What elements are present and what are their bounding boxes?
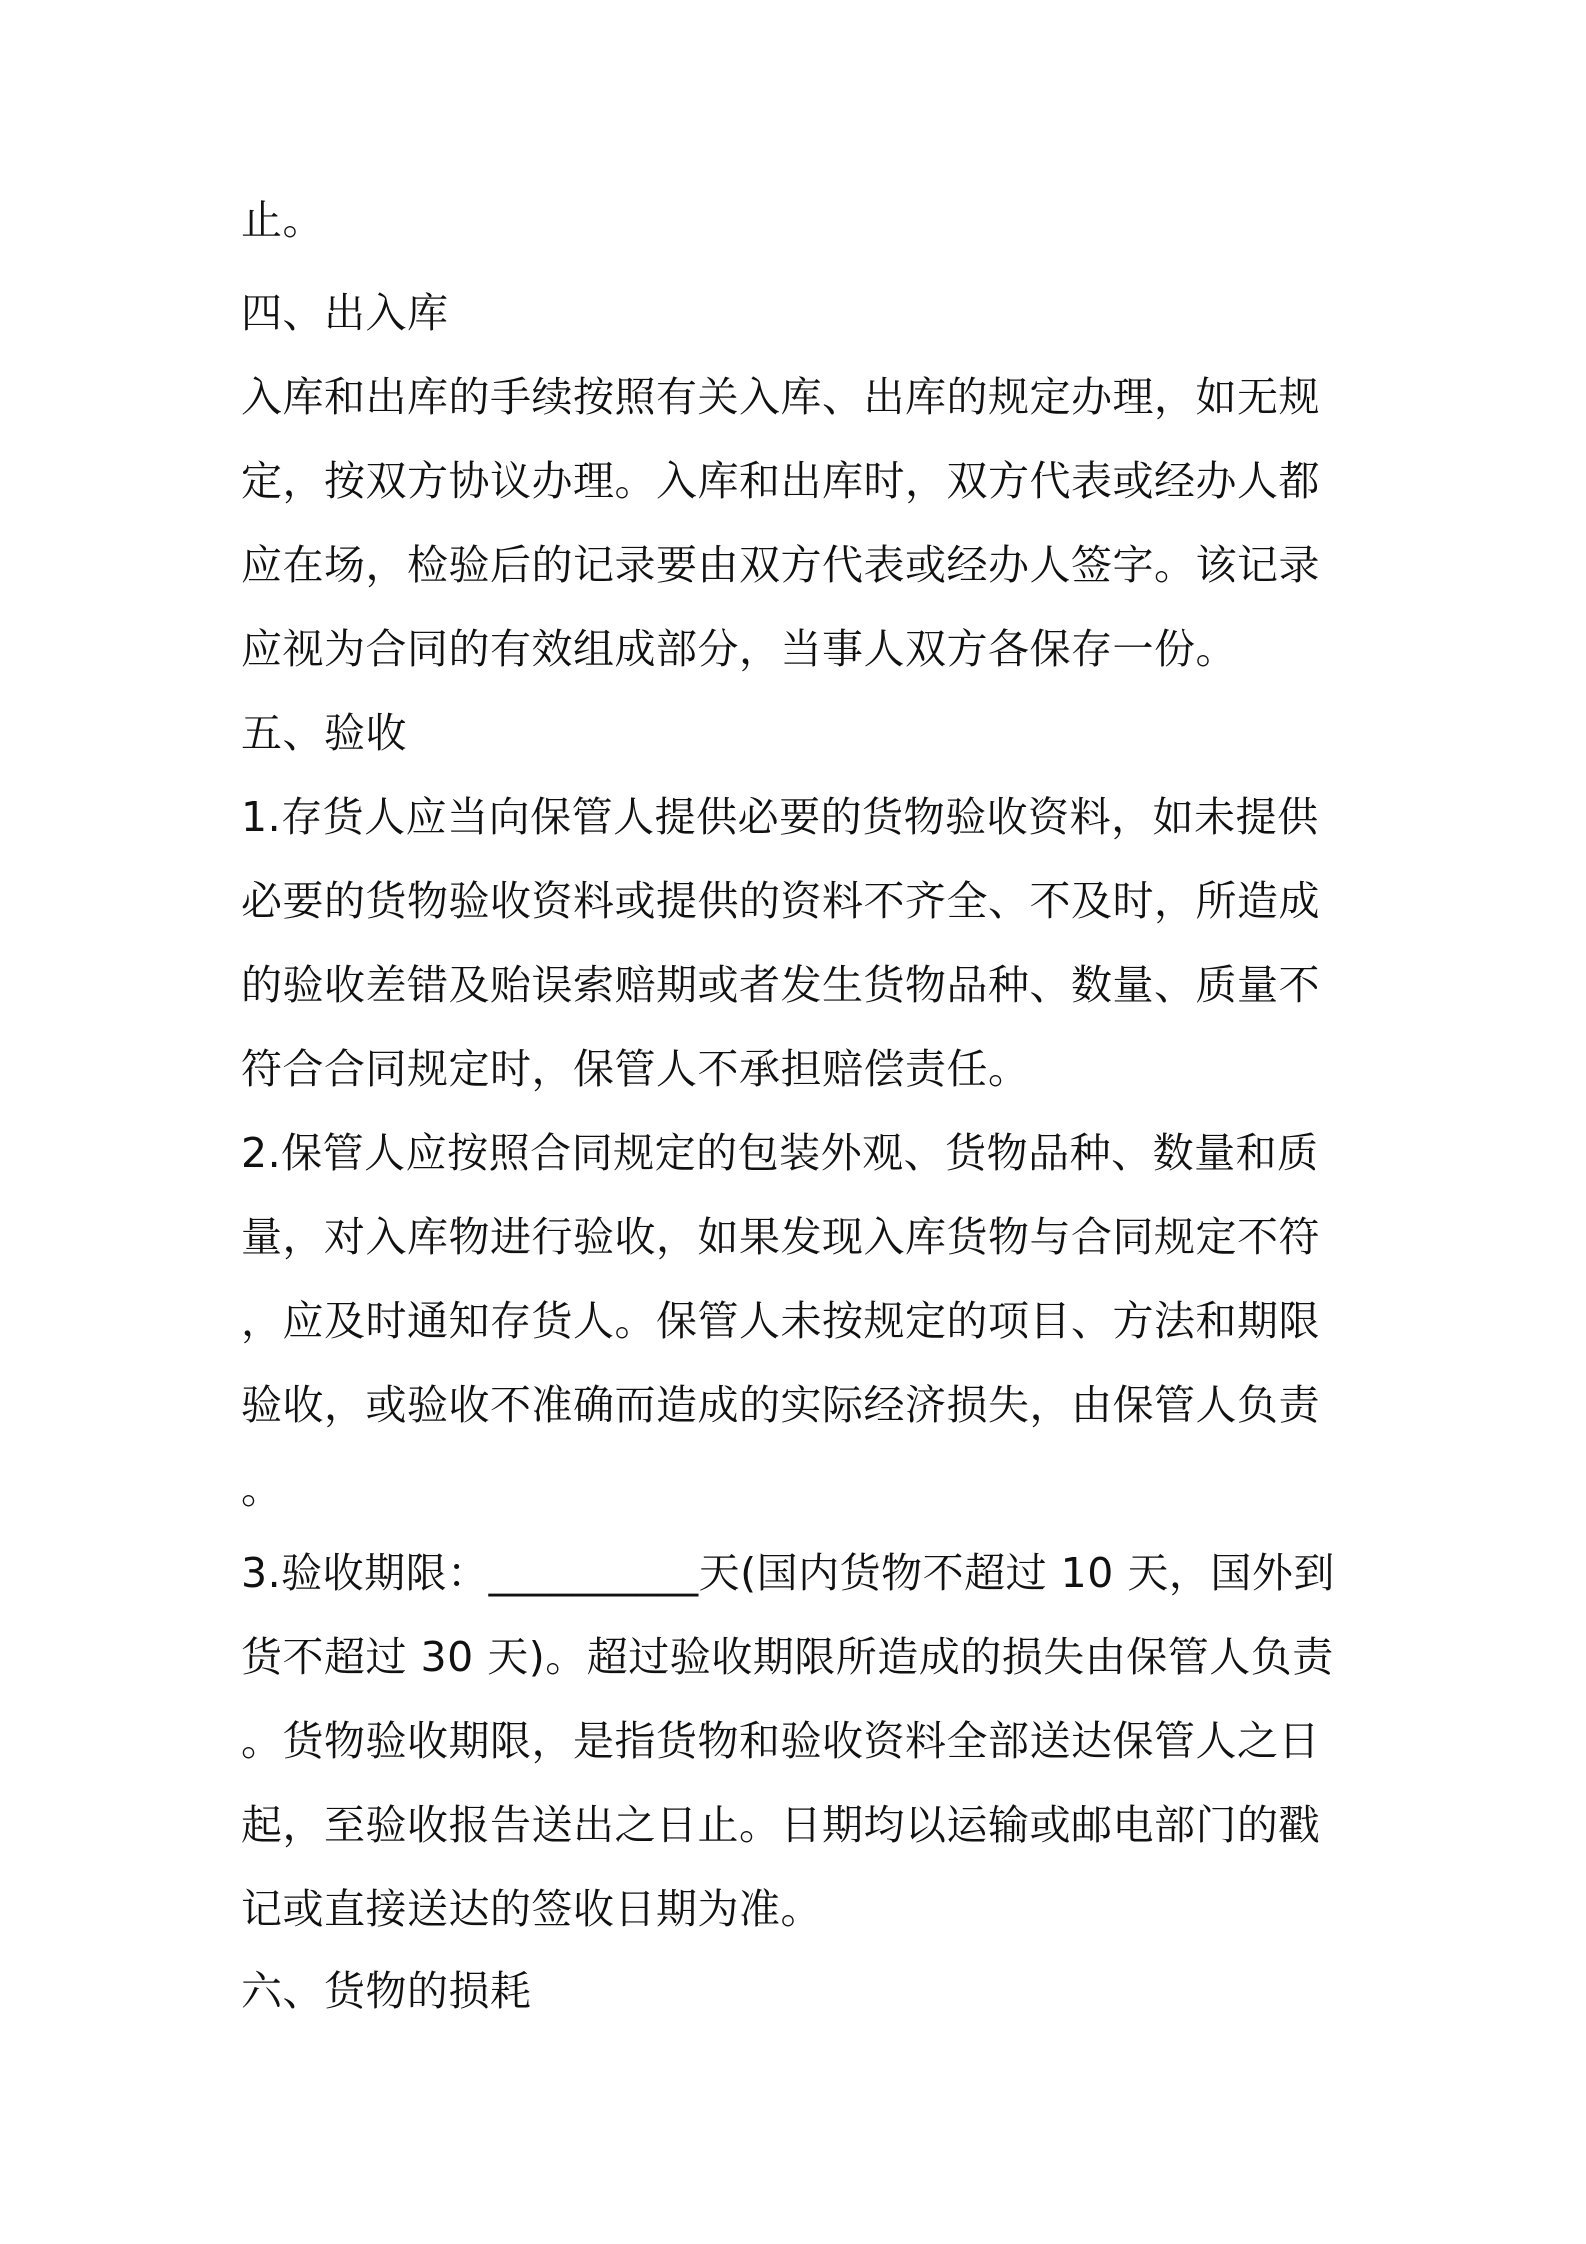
text-line: 应视为合同的有效组成部分，当事人双方各保存一份。 (241, 625, 1237, 673)
text-line: 的验收差错及贻误索赔期或者发生货物品种、数量、质量不 (241, 961, 1320, 1009)
text-line: 定，按双方协议办理。入库和出库时，双方代表或经办人都 (241, 457, 1320, 505)
section-heading: 六、货物的损耗 (241, 1967, 532, 2015)
text-line: 货不超过 30 天)。超过验收期限所造成的损失由保管人负责 (241, 1633, 1334, 1681)
text-line: 。货物验收期限，是指货物和验收资料全部送达保管人之日 (241, 1717, 1320, 1765)
text-line: 1.存货人应当向保管人提供必要的货物验收资料，如未提供 (241, 793, 1319, 841)
text-line: 入库和出库的手续按照有关入库、出库的规定办理，如无规 (241, 373, 1320, 421)
text-line: 起，至验收报告送出之日止。日期均以运输或邮电部门的戳 (241, 1801, 1320, 1849)
text-line: 3.验收期限：__________天(国内货物不超过 10 天，国外到 (241, 1549, 1335, 1597)
text-line: 2.保管人应按照合同规定的包装外观、货物品种、数量和质 (241, 1129, 1319, 1177)
text-line: 止。 (241, 196, 324, 244)
text-line: 符合合同规定时，保管人不承担赔偿责任。 (241, 1045, 1030, 1093)
text-line: 。 (241, 1465, 283, 1513)
text-line: 记或直接送达的签收日期为准。 (241, 1885, 822, 1933)
text-line: 必要的货物验收资料或提供的资料不齐全、不及时，所造成 (241, 877, 1320, 925)
text-line: 验收，或验收不准确而造成的实际经济损失，由保管人负责 (241, 1381, 1320, 1429)
text-line: 应在场，检验后的记录要由双方代表或经办人签字。该记录 (241, 541, 1320, 589)
section-heading: 五、验收 (241, 709, 407, 757)
section-heading: 四、出入库 (241, 289, 449, 337)
text-line: 量，对入库物进行验收，如果发现入库货物与合同规定不符 (241, 1213, 1320, 1261)
text-line: ，应及时通知存货人。保管人未按规定的项目、方法和期限 (241, 1297, 1320, 1345)
